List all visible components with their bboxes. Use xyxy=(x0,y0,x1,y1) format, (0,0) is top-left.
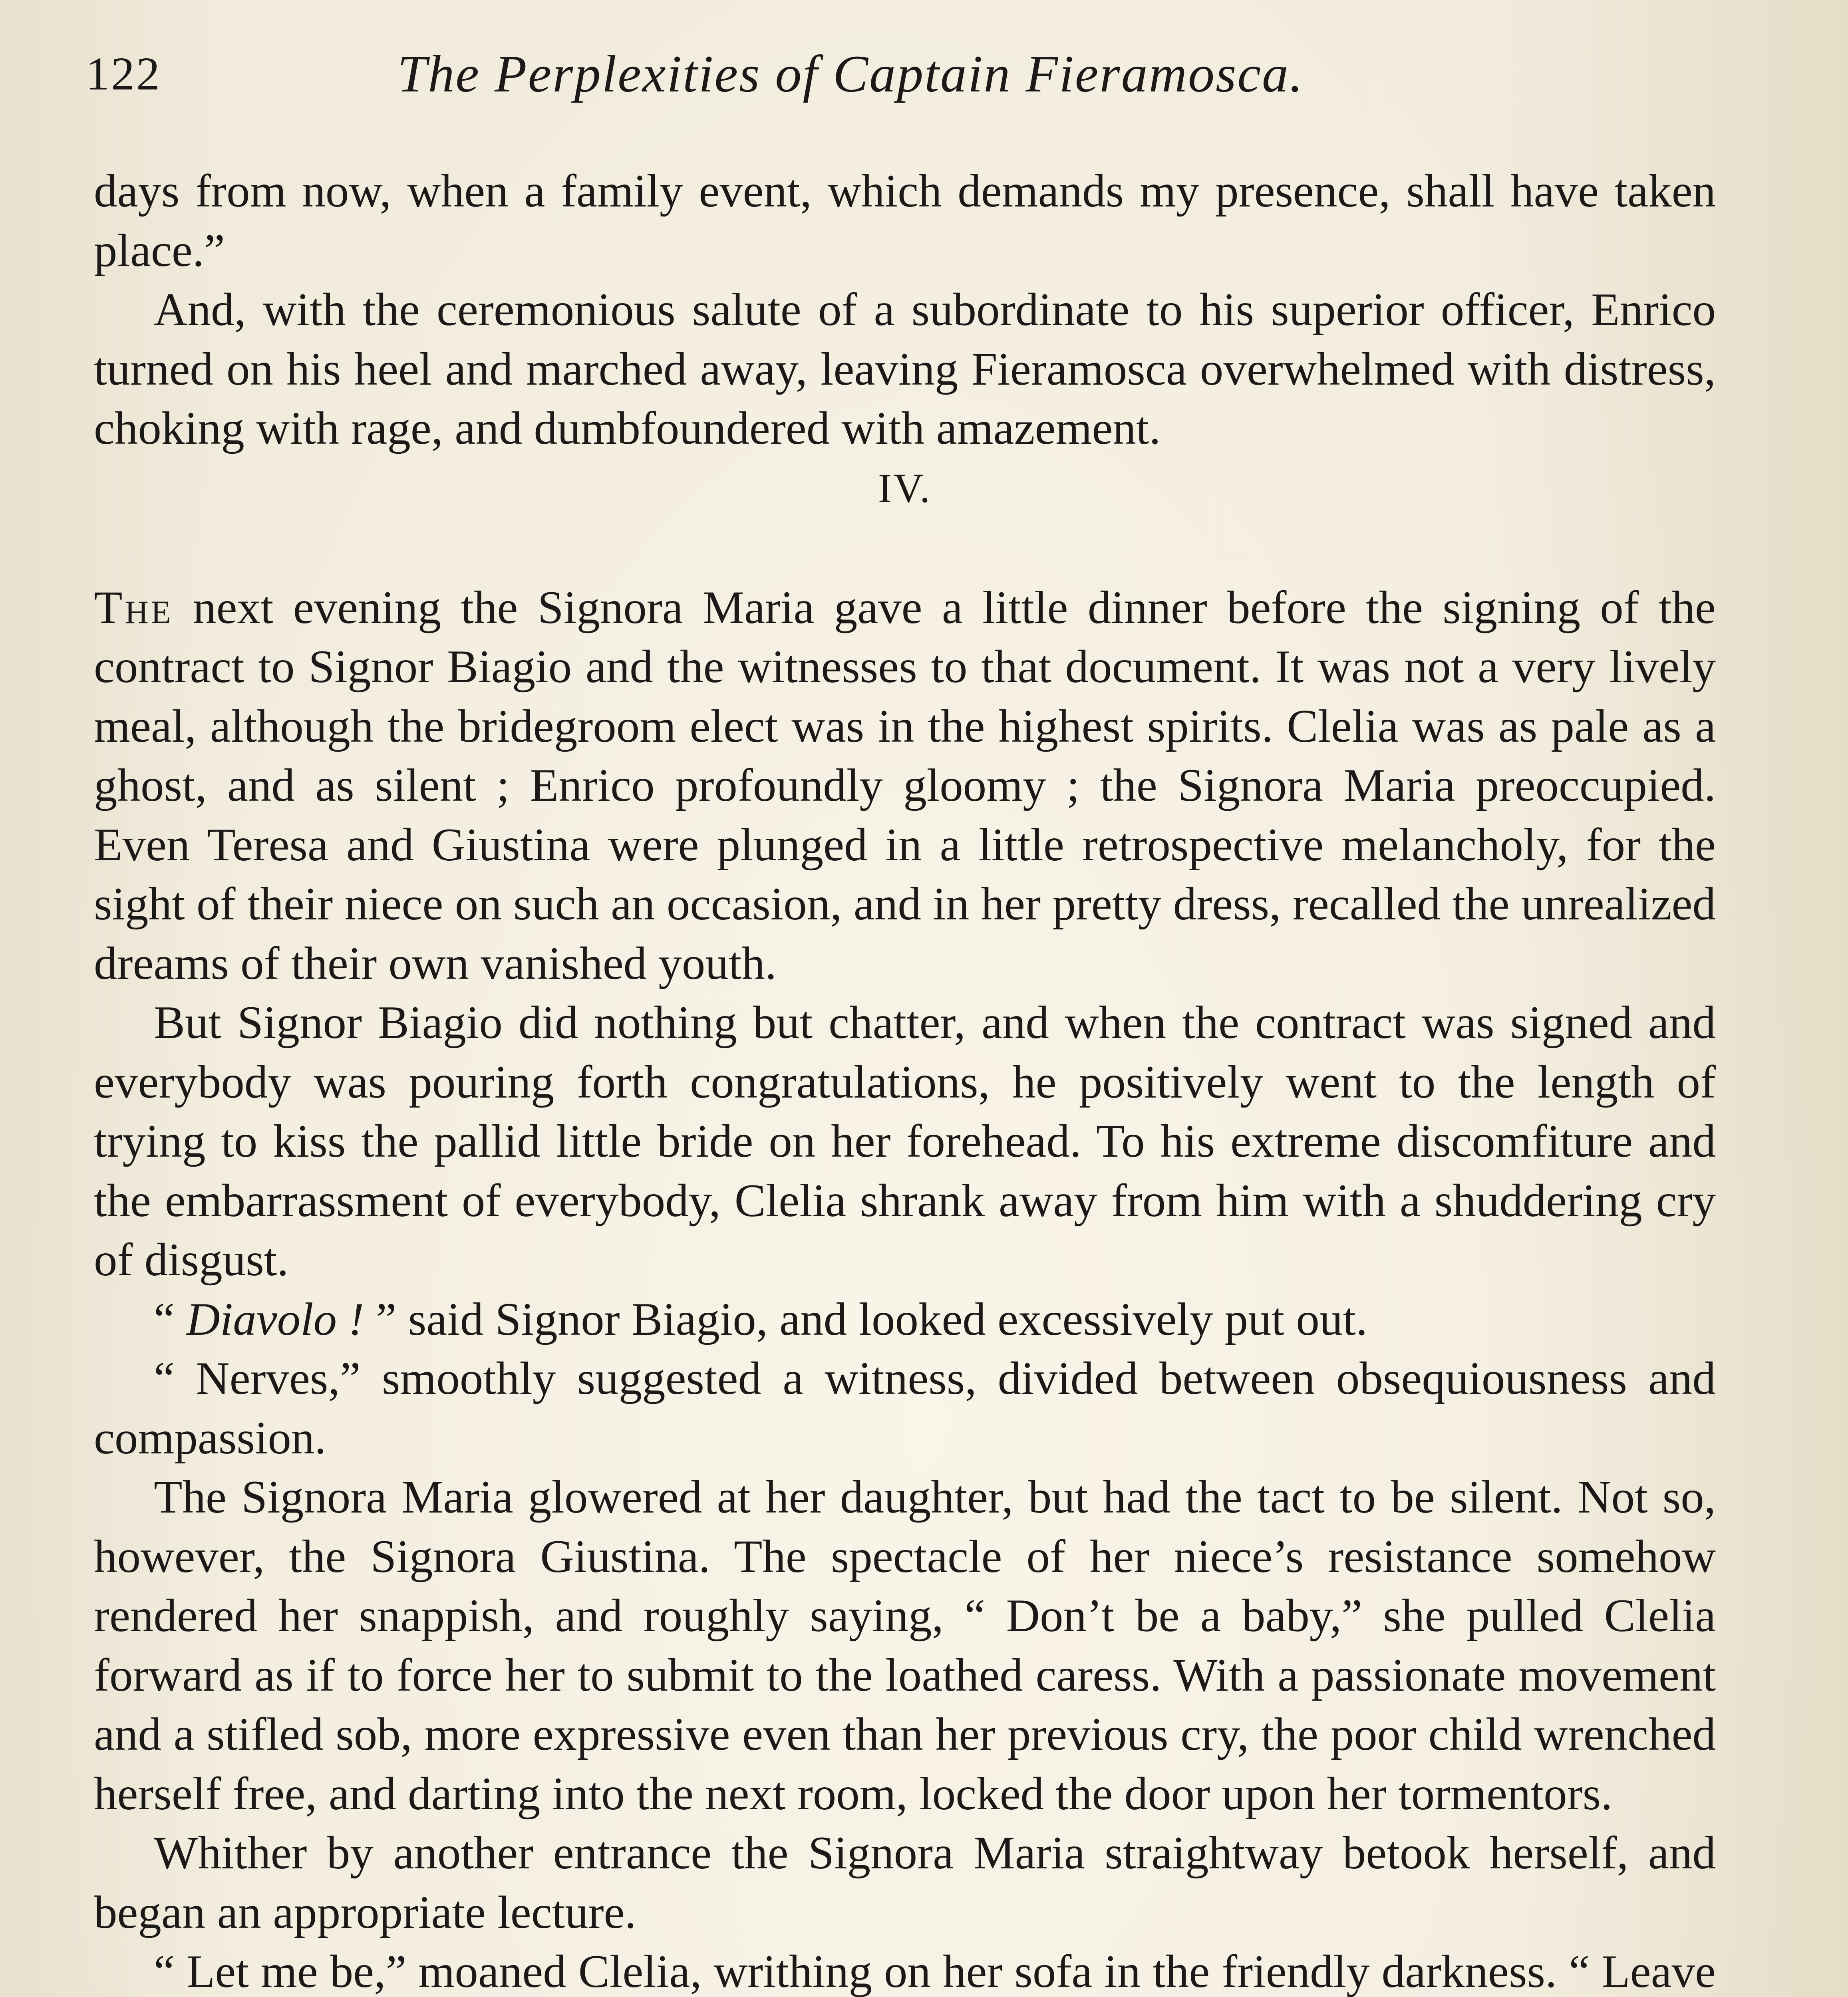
paragraph: And, with the ceremonious salute of a subordinate to his superior officer, Enrico turned on his heel and marched away, leaving Fieramosca overwhelmed with distress, choking with rage, and dumbfoundered with amazement. xyxy=(94,284,1716,454)
paragraph-text: ” said Signor Biagio, and looked excessively put out. xyxy=(364,1293,1368,1345)
paragraph: “ Let me be,” moaned Clelia, writhing on her sofa in the friendly darkness. “ Leave xyxy=(154,1946,1716,1997)
paragraph: “ Nerves,” smoothly suggested a witness, divided between obsequiousness and compassion. xyxy=(94,1353,1716,1464)
running-title: The Perplexities of Captain Fieramosca. xyxy=(397,44,1304,103)
paragraph-text: next evening the Signora Maria gave a little dinner before the signing of the contract to Signor Biagio and the witnesses to that document. It was not a very lively meal, although the bridegroom elect was in the highest spirits. Clelia was as pale as a ghost, and as silent ; Enrico profoundly gloomy ; the Signora Maria preoccupied. Even Teresa and Giustina were plunged in a little retrospective melancholy, for the sight of their niece on such an occasion, and in her pretty dress, recalled the unrealized dreams of their own vanished youth. xyxy=(94,582,1716,989)
paragraph: days from now, when a family event, which demands my presence, shall have taken place.” xyxy=(94,165,1716,276)
paragraph: The Signora Maria glowered at her daughter, but had the tact to be silent. Not so, however, the Signora Giustina. The spectacle of her niece’s resistance somehow rendered her snappish, and roughly saying, “ Don’t be a baby,” she pulled Clelia forward as if to force her to submit to the loathed caress. With a passionate movement and a stifled sob, more expressive even than her previous cry, the poor child wrenched herself free, and darting into the next room, locked the door upon her tormentors. xyxy=(94,1471,1716,1820)
paragraph xyxy=(94,1290,1716,1350)
section-number: IV. xyxy=(878,465,932,511)
page-number: 122 xyxy=(86,48,161,100)
page-header xyxy=(86,42,1748,106)
paragraph: But Signor Biagio did nothing but chatter, and when the contract was signed and everybody was pouring forth congratulations, he positively went to the length of trying to kiss the pallid little bride on her forehead. To his extreme discomfiture and the embarrassment of everybody, Clelia shrank away from him with a shuddering cry of disgust. xyxy=(94,997,1716,1286)
quote-open: “ xyxy=(154,1293,187,1345)
italic-exclamation: Diavolo ! xyxy=(186,1293,364,1345)
section-lead-word: The xyxy=(94,582,173,633)
body-text xyxy=(94,162,1716,1997)
paragraph: Whither by another entrance the Signora Maria straightway betook herself, and began an appropriate lecture. xyxy=(94,1827,1716,1938)
paragraph xyxy=(94,578,1716,994)
